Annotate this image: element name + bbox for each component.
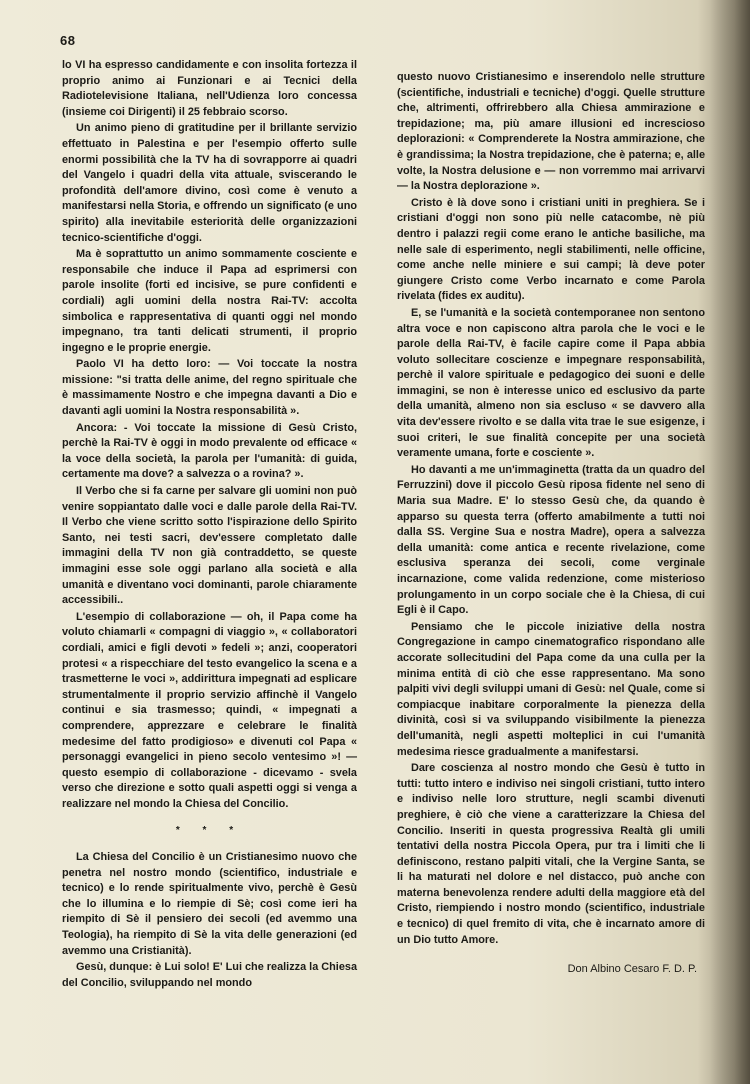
paragraph: Cristo è là dove sono i cristiani uniti in preghiera. Se i cristiani d'oggi non sono più nelle catacombe, nè più dentro i palazzi regii come erano le antiche basiliche, ma nelle sale di esperimento, negli stabilimenti, nelle officine, come anche nelle miniere e sui campi; là deve poter giungere Cristo come Verbo incarnato e come Parola rivelata (fides ex auditu). xyxy=(397,196,705,303)
paragraph: lo VI ha espresso candidamente e con insolita fortezza il proprio animo ai Funzionari e ai Tecnici della Radiotelevisione Italiana, nell'Udienza loro concessa (insieme coi Dirigenti) il 25 febbraio scorso. xyxy=(62,59,357,118)
paragraph: questo nuovo Cristianesimo e inserendolo nelle strutture (scientifiche, industriali e tecniche) d'oggi. Quelle strutture che, altrimenti, offrirebbero alla Chiesa ammirazione e trepidazione; ma, più amare illusioni ed increscioso deplorazioni: « Comprenderete la Nostra ammirazione, che è grandissima; la Nostra trepidazione, che è paterna; e, alle volte, la Nostra delusione e — non vorremmo mai arrivarvi — la Nostra deplorazione ». xyxy=(397,71,705,193)
paragraph: Un animo pieno di gratitudine per il brillante servizio effettuato in Palestina e per l'esempio offerto sulle enormi possibilità che la TV ha di sovrapporre ai quadri del Vangelo i quadri della vita attuale, sviscerando le profondità dell'amore divino, così come è venuto a manifestarsi nella Storia, e offrendo un significato (e uno spirito) alla inevitabile esteriorità delle organizzazioni tecnico-scientifiche d'oggi. xyxy=(62,122,357,244)
paragraph: Il Verbo che si fa carne per salvare gli uomini non può venire soppiantato dalle voci e dalle parole della Rai-TV. Il Verbo che viene scritto sotto l'ispirazione dello Spirito Santo, nei testi sacri, dev'essere completato dalle immagini della TV non già contraddetto, se queste immagini esse sole oggi parlano alla società e alla umanità e diventano voci dominanti, parole chiaramente accessibili.. xyxy=(62,485,357,607)
paragraph: Pensiamo che le piccole iniziative della nostra Congregazione in campo cinematografico rispondano alle accorate sollecitudini del Papa come da una culla per la minima entità di ciò che esse rappresentano. Ma sono palpiti vivi degli sviluppi umani di Gesù: nel Quale, come si compiacque inabitare corporalmente la pienezza della divinità, così si va sviluppando visibilmente la pienezza dell'umanità, negli aspetti molteplici in cui l'umanità medesima riesce gradualmente a manifestarsi. xyxy=(397,620,705,758)
paragraph: E, se l'umanità e la società contemporanee non sentono altra voce e non capiscono altra parola che le voci e le parole della Rai-TV, è facile capire come il Papa abbia voluto sollecitare coscienze e impegnare responsabilità, perchè il valore spirituale e pedagogico dei suoni e delle immagini, se non è interesse unico ed esclusivo da parte della umanità, almeno non sia escluso « se davvero alla vita dev'essere rivolto e se dalla vita trae le sue esigenze, i suoi criteri, le sue finalità concepite per una società veramente umana, forte e cosciente ». xyxy=(397,306,705,460)
left-column xyxy=(62,58,357,992)
section-separator: * * * xyxy=(175,824,244,836)
paragraph: Ho davanti a me un'immaginetta (tratta da un quadro del Ferruzzini) dove il piccolo Gesù riposa fidente nel seno di Maria sua Madre. E' lo stesso Gesù che, da quando è apparso su questa terra (offerto amabilmente a tutti noi dalla SS. Vergine Sua e nostra Madre), opera a salvezza della umanità: come antica e recente rivelazione, come esclusiva speranza dei secoli, come verginale incarnazione, come valida redenzione, come misterioso prolungamento in un corpo sociale che è la Chiesa, di cui Egli è il Capo. xyxy=(397,463,705,617)
paragraph: Dare coscienza al nostro mondo che Gesù è tutto in tutti: tutto intero e indiviso nei singoli cristiani, tutto intero e indiviso nelle loro strutture, negli scambi divenuti preghiere, è ciò che viene a caratterizzare la Chiesa del Concilio. Inseriti in questa progressiva Realtà gli umili tentativi della nostra Piccola Opera, pur tra i limiti che li definiscono, restano palpiti vitali, che la Vergine Santa, se li ha maturati nel dolore e nel distacco, può anche con materna benevolenza rendere adulti della maggiore età del Cristo, riempiendo i nostro mondo (scientifico, industriale e tecnico) di quel fremito di vita, che è incarnato amore di un Dio tutto Amore. xyxy=(397,762,705,946)
page-number: 68 xyxy=(60,33,76,48)
paragraph: Gesù, dunque: è Lui solo! E' Lui che realizza la Chiesa del Concilio, sviluppando nel mondo xyxy=(62,961,357,989)
page-fold-shadow xyxy=(710,0,750,1084)
paragraph: Ma è soprattutto un animo sommamente cosciente e responsabile che induce il Papa ad esprimersi con parole insolite (forti ed incisive, se pure confidenti e cordiali) agli uomini della nostra Rai-TV: accolta simbolica e rappresentativa di quanti oggi nel mondo impegnano, tra tanti delicati strumenti, il proprio ingegno e le proprie energie. xyxy=(62,248,357,354)
paragraph: Paolo VI ha detto loro: — Voi toccate la nostra missione: "si tratta delle anime, del regno spirituale che è massimamente Nostro e che impegna davanti a Dio e davanti agli uomini la Nostra responsabilità ». xyxy=(62,358,357,418)
paragraph: L'esempio di collaborazione — oh, il Papa come ha voluto chiamarli « compagni di viaggio », « collaboratori cordiali, amici e figli devoti » fedeli »; anzi, cooperatori protesi « a rispecchiare del testo evangelico la scena e a trasmetterne le voci », addirittura impegnati ad esplicare strumentalmente il proprio servizio affinchè il Vangelo continui e sia trasmesso; quindi, « impegnati a comprendere, apprezzare e celebrare le finalità medesime del fatto prodigioso» e divenuti col Papa « personaggi evangelici in pieno secolo ventesimo »! — questo esempio di collaborazione - dicevamo - svela verso che direzione e sotto quali aspetti oggi si venga a realizzare nel mondo la Chiesa del Concilio. xyxy=(62,610,357,810)
paragraph: Ancora: - Voi toccate la missione di Gesù Cristo, perchè la Rai-TV è oggi in modo prevalente od efficace « la voce della società, la parola per l'umanità: di guida, certamente ma dove? a salvezza o a rovina? ». xyxy=(62,421,357,481)
author-signature: Don Albino Cesaro F. D. P. xyxy=(567,963,697,976)
right-column xyxy=(397,70,705,978)
paragraph: La Chiesa del Concilio è un Cristianesimo nuovo che penetra nel nostro mondo (scientifico, industriale e tecnico) e lo rende spiritualmente vivo, perchè è Gesù che lo illumina e lo riempie di Sè; così come ieri ha riempito di Sè il pensiero dei secoli (ed avemmo una Teologia), ha riempito di Sè la vita delle generazioni (ed avemmo una Cristianità). xyxy=(62,851,357,957)
